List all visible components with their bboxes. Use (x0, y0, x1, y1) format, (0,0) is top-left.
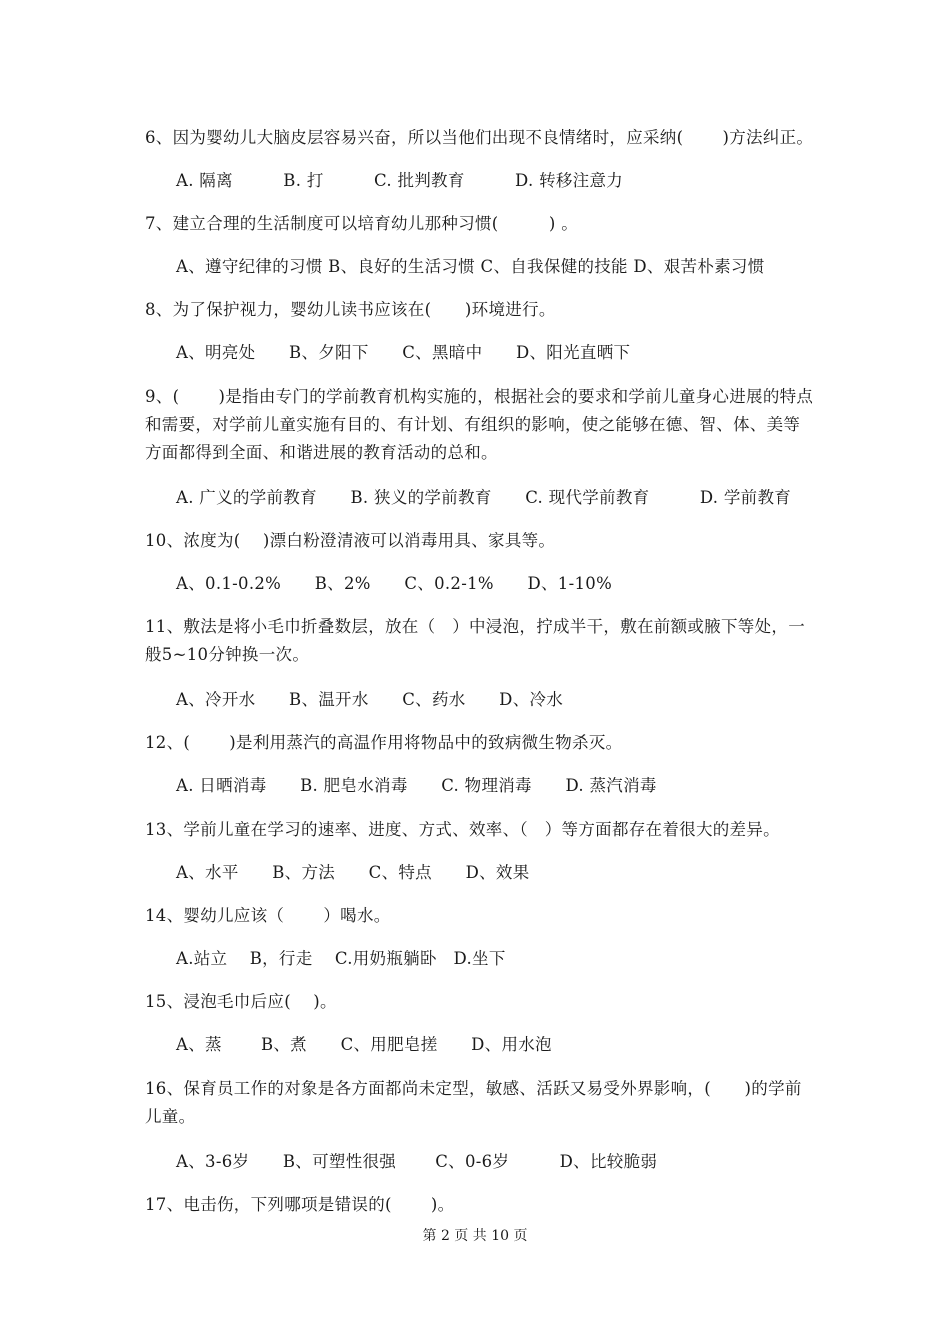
question-11-stem: 11、敷法是将小毛巾折叠数层，放在（ ）中浸泡，拧成半干，敷在前额或腋下等处，一般5~10分钟换一次。 (145, 617, 805, 664)
question-17-stem: 17、电击伤，下列哪项是错误的( )。 (145, 1195, 455, 1214)
question-15-stem: 15、浸泡毛巾后应( )。 (145, 992, 337, 1011)
question-12-stem: 12、( )是利用蒸汽的高温作用将物品中的致病微生物杀灭。 (145, 733, 623, 752)
question-7-stem: 7、建立合理的生活制度可以培育幼儿那种习惯( ) 。 (145, 214, 579, 233)
question-13-options: A、水平 B、方法 C、特点 D、效果 (176, 863, 530, 882)
question-7-options: A、遵守纪律的习惯 B、良好的生活习惯 C、自我保健的技能 D、艰苦朴素习惯 (176, 257, 765, 276)
question-16-options: A、3-6岁 B、可塑性很强 C、0-6岁 D、比较脆弱 (176, 1152, 658, 1171)
question-8-options: A、明亮处 B、夕阳下 C、黑暗中 D、阳光直晒下 (176, 343, 631, 362)
question-6-stem: 6、因为婴幼儿大脑皮层容易兴奋，所以当他们出现不良情绪时，应采纳( )方法纠正。 (145, 128, 814, 147)
question-9-options: A. 广义的学前教育 B. 狭义的学前教育 C. 现代学前教育 D. 学前教育 (176, 488, 792, 507)
question-14-stem: 14、婴幼儿应该（ ）喝水。 (145, 906, 391, 925)
question-13-stem: 13、学前儿童在学习的速率、进度、方式、效率、（ ）等方面都存在着很大的差异。 (145, 820, 780, 839)
question-10-stem: 10、浓度为( )漂白粉澄清液可以消毒用具、家具等。 (145, 531, 556, 550)
question-16-stem: 16、保育员工作的对象是各方面都尚未定型，敏感、活跃又易受外界影响，( )的学前儿童。 (145, 1079, 802, 1126)
question-14-options: A.站立 B，行走 C.用奶瓶躺卧 D.坐下 (176, 949, 506, 968)
question-9-stem: 9、( )是指由专门的学前教育机构实施的，根据社会的要求和学前儿童身心进展的特点和需要，对学前儿童实施有目的、有计划、有组织的影响，使之能够在德、智、体、美等方面都得到全面、和谐进展的教育活动的总和。 (145, 387, 814, 462)
question-10-options: A、0.1-0.2% B、2% C、0.2-1% D、1-10% (176, 574, 613, 593)
question-15-options: A、蒸 B、煮 C、用肥皂搓 D、用水泡 (176, 1035, 552, 1054)
question-8-stem: 8、为了保护视力，婴幼儿读书应该在( )环境进行。 (145, 300, 556, 319)
page-footer: 第 2 页 共 10 页 (422, 1228, 528, 1244)
question-11-options: A、冷开水 B、温开水 C、药水 D、冷水 (176, 690, 564, 709)
question-6-options: A. 隔离 B. 打 C. 批判教育 D. 转移注意力 (176, 171, 624, 190)
question-12-options: A. 日晒消毒 B. 肥皂水消毒 C. 物理消毒 D. 蒸汽消毒 (176, 776, 657, 795)
